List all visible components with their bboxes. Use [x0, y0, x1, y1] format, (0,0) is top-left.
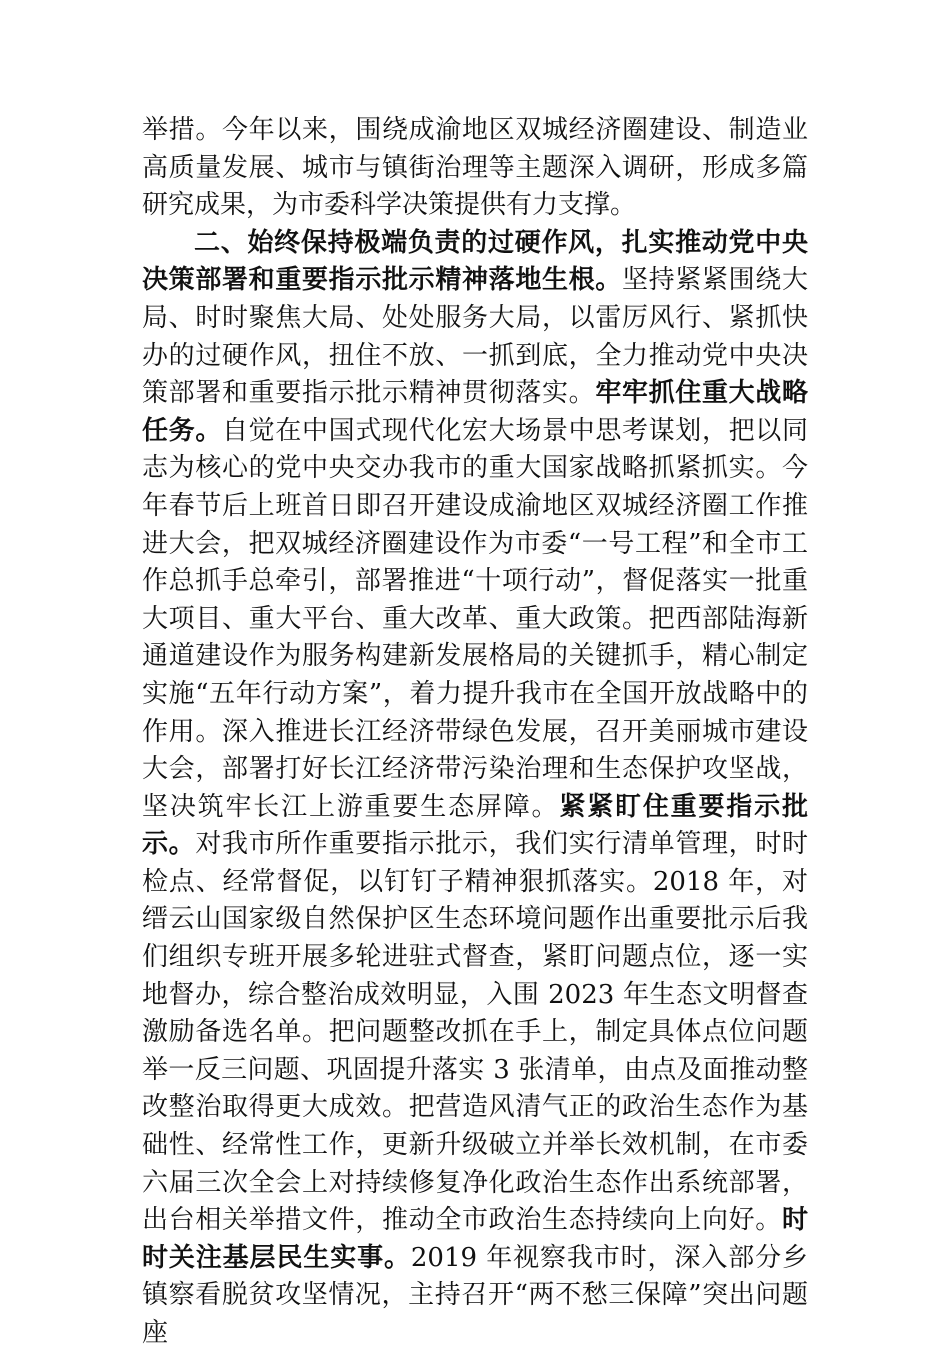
- section-heading: 二、始终保持极端负责的过硬作风，扎实推动党中央决策部署和重要指示批示精神落地生根。: [142, 227, 808, 296]
- subsection-text-strategic-tasks: 自觉在中国式现代化宏大场景中思考谋划，把以同志为核心的党中央交办我市的重大国家战略抓紧抓实。今年春节后上班首日即召开建设成渝地区双城经济圈工作推进大会，把双城经济圈建设作为市委“一号工程”和全市工作总抓手总牵引，部署推进“十项行动”，督促落实一批重大项目、重大平台、重大改革、重大政策。把西部陆海新通道建设作为服务构建新发展格局的关键抓手，精心制定实施“五年行动方案”，着力提升我市在全国开放战略中的作用。深入推进长江经济带绿色发展，召开美丽城市建设大会，部署打好长江经济带污染治理和生态保护攻坚战，坚决筑牢长江上游重要生态屏障。: [142, 415, 808, 822]
- subsection-text-instructions: 对我市所作重要指示批示，我们实行清单管理，时时检点、经常督促，以钉钉子精神狠抓落实。2018 年，对缙云山国家级自然保护区生态环境问题作出重要批示后我们组织专班开展多轮进驻式督查，紧盯问题点位，逐一实地督办，综合整治成效明显，入围 2023 年生态文明督查激励备选名单。把问题整改抓在手上，制定具体点位问题举一反三问题、巩固提升落实 3 张清单，由点及面推动整改整治取得更大成效。把营造风清气正的政治生态作为基础性、经常性工作，更新升级破立并举长效机制，在市委六届三次全会上对持续修复净化政治生态作出系统部署，出台相关举措文件，推动全市政治生态持续向上向好。: [142, 829, 808, 1236]
- subsection-heading-instructions: 紧紧盯住重要指示批示。: [142, 791, 808, 860]
- subsection-heading-livelihood: 时时关注基层民生实事。: [142, 1205, 808, 1273]
- subsection-text-livelihood: 2019 年视察我市时，深入部分乡镇察看脱贫攻坚情况，主持召开“两不愁三保障”突出问题座: [142, 1242, 808, 1348]
- paragraph-text: 举措。今年以来，围绕成渝地区双城经济圈建设、制造业高质量发展、城市与镇街治理等主题深入调研，形成多篇研究成果，为市委科学决策提供有力支撑。: [142, 115, 808, 221]
- document-page: [142, 112, 808, 1353]
- paragraph-continuation: [142, 112, 808, 225]
- section-two-paragraph: [142, 225, 808, 1353]
- section-intro: 坚持紧紧围绕大局、时时聚焦大局、处处服务大局，以雷厉风行、紧抓快办的过硬作风，扭住不放、一抓到底，全力推动党中央决策部署和重要指示批示精神贯彻落实。: [142, 265, 808, 409]
- subsection-heading-strategic-tasks: 牢牢抓住重大战略任务。: [142, 378, 808, 446]
